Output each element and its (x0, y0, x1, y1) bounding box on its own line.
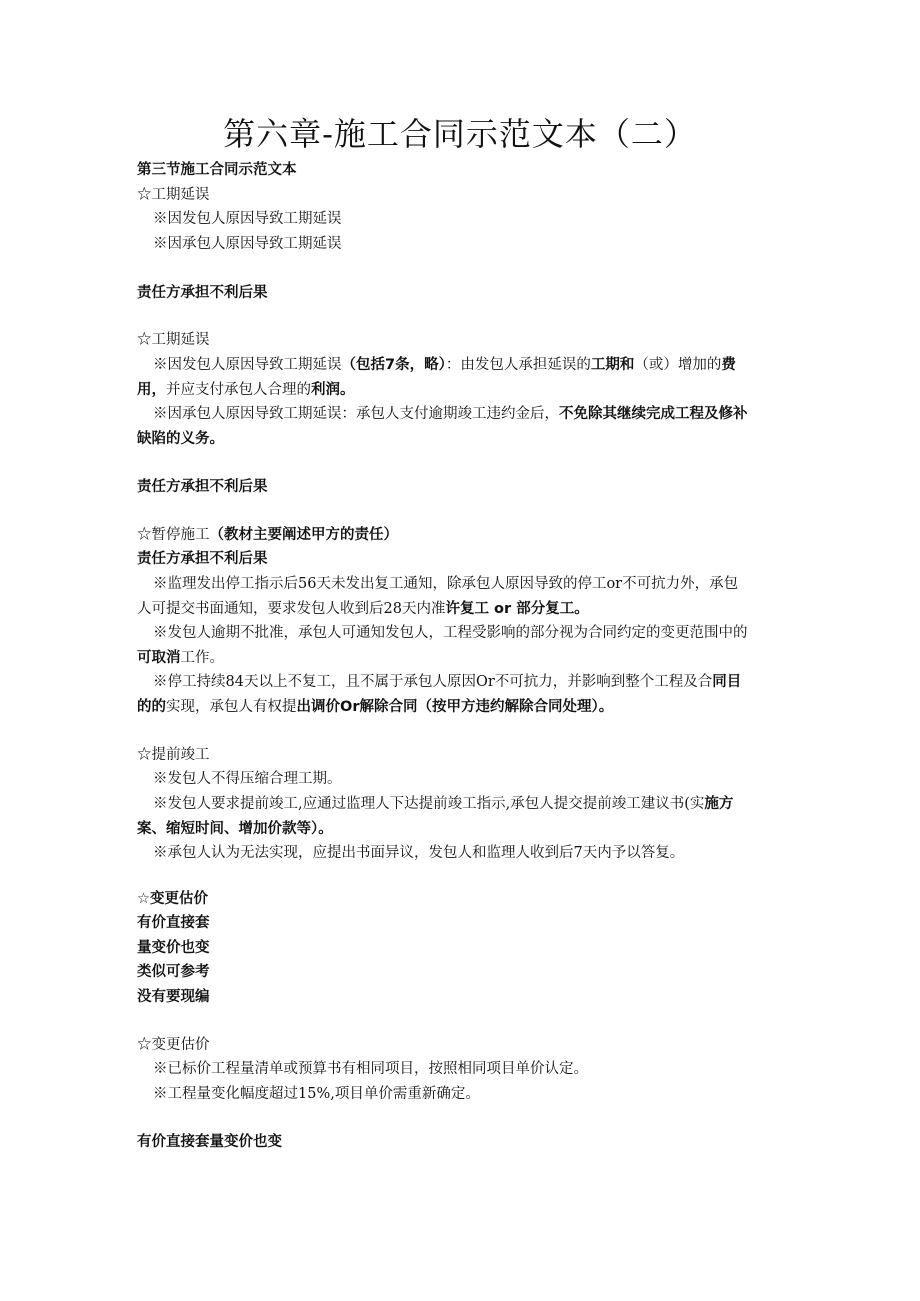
mnemonic-line: 类似可参考 (137, 964, 210, 980)
mnemonic-line: 量变价也变 (137, 940, 210, 956)
bold-summary-line: 有价直接套量变价也变 (137, 1134, 282, 1150)
block2-paragraph-1: ※因发包人原因导致工期延误（包括7条，略）：由发包人承担延误的工期和（或）增加的费 用，并应支付承包人合理的利润。 (137, 357, 736, 398)
page-title: 第六章-施工合同示范文本（二） (223, 115, 697, 153)
block3-subheading: 责任方承担不利后果 (137, 551, 268, 567)
block3-paragraph-3: ※停工持续84天以上不复工，且不属于承包人原因Or不可抗力，并影响到整个工程及合同目 的的实现，承包人有权提出调价Or解除合同（按甲方违约解除合同处理）。 (137, 674, 742, 715)
block3-heading: ☆暂停施工（教材主要阐述甲方的责任） (137, 527, 398, 543)
block2-heading: ☆工期延误 (137, 332, 210, 348)
block3-paragraph-1: ※监理发出停工指示后56天未发出复工通知，除承包人原因导致的停工or不可抗力外，承包 人可提交书面通知，要求发包人收到后28天内准许复工 or 部分复工。 (137, 576, 739, 617)
mnemonic-line: 没有要现编 (137, 989, 210, 1005)
block3-paragraph-2: ※发包人逾期不批准，承包人可通知发包人，工程受影响的部分视为合同约定的变更范围中的 可取消工作。 (137, 625, 748, 666)
block1-item: ※因承包人原因导致工期延误 (153, 236, 342, 252)
bold-summary-line: 责任方承担不利后果 (137, 285, 268, 301)
block6-heading: ☆变更估价 (137, 1037, 210, 1053)
mnemonic-line: ☆变更估价 (137, 891, 208, 907)
block4-paragraph-3: ※承包人认为无法实现，应提出书面异议，发包人和监理人收到后7天内予以答复。 (153, 845, 685, 861)
block1-item: ※因发包人原因导致工期延误 (153, 211, 342, 227)
section-heading: 第三节施工合同示范文本 (137, 162, 297, 178)
block4-heading: ☆提前竣工 (137, 747, 210, 763)
bold-summary-line: 责任方承担不利后果 (137, 479, 268, 495)
block1-heading: ☆工期延误 (137, 187, 210, 203)
block6-paragraph-2: ※工程量变化幅度超过15%,项目单价需重新确定。 (153, 1086, 480, 1102)
mnemonic-line: 有价直接套 (137, 915, 210, 931)
block4-paragraph-2: ※发包人要求提前竣工,应通过监理人下达提前竣工指示,承包人提交提前竣工建议书(实施方 案、缩短时间、增加价款等）。 (137, 796, 734, 837)
block2-paragraph-2: ※因承包人原因导致工期延误：承包人支付逾期竣工违约金后，不免除其继续完成工程及修补 缺陷的义务。 (137, 406, 748, 447)
block4-paragraph-1: ※发包人不得压缩合理工期。 (153, 771, 342, 787)
block6-paragraph-1: ※已标价工程量清单或预算书有相同项目，按照相同项目单价认定。 (153, 1061, 588, 1077)
